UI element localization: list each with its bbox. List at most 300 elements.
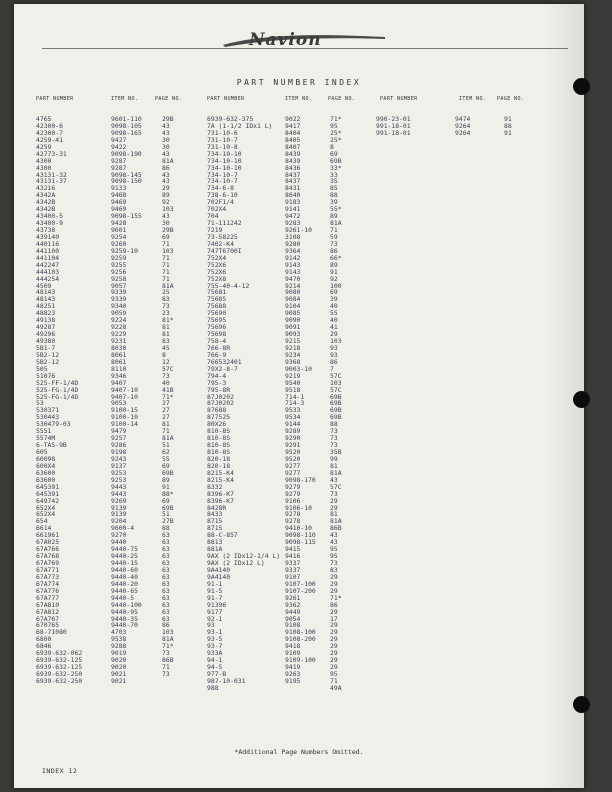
page-number-column-3 [504,116,512,137]
index-cell: 9108-100 [285,628,316,637]
index-cell: 9418 [285,642,301,651]
index-cell: 29 [330,330,338,339]
index-cell: 9100-10 [111,413,138,422]
index-cell: 9218 [285,343,301,352]
index-cell: 9020 [111,656,127,665]
index-cell: 69 [162,496,170,505]
index-cell: 62 [162,448,170,456]
index-cell: 69 [330,288,338,297]
document-page [14,4,584,788]
index-cell: 9440-15 [111,559,138,567]
index-cell: 25* [330,135,342,144]
index-cell: 9277 [285,461,301,470]
index-cell: 63 [162,600,170,609]
index-cell: 81A [330,517,342,526]
index-cell: 9139 [111,510,127,519]
index-cell: 48823 [36,309,56,318]
index-cell: 67A774 [36,579,60,588]
index-cell: 704 [207,212,219,221]
index-cell: 48143 [36,295,56,304]
index-cell: 4259 [36,142,52,151]
index-cell: 9231 [111,337,127,345]
index-cell: 25 [162,288,170,297]
index-cell: 661961 [36,531,60,540]
col-header-page-3: PAGE NO. [497,96,525,102]
index-cell: 67A769 [36,559,60,567]
index-cell: 645391 [36,482,60,491]
index-cell: 8030 [111,343,127,352]
index-cell: 9228 [111,323,127,332]
index-cell: 63 [162,565,170,574]
index-cell: 9098-155 [111,212,142,221]
index-cell: 9234 [285,350,301,359]
index-cell: 440116 [36,239,60,248]
index-cell: 73 [330,559,338,567]
index-cell: 8 [162,350,166,359]
index-cell: 9183 [285,198,301,207]
index-cell: 8405 [285,135,301,144]
index-cell: 63 [162,545,170,554]
index-cell: 7402-K4 [207,239,234,248]
index-cell: 5551 [36,427,52,436]
index-cell: 87688 [207,406,227,415]
col-header-item-3: ITEM NO. [459,96,487,102]
index-cell: 990-23-01 [376,115,411,123]
index-cell: 81A [162,281,174,290]
index-cell: 9279 [285,482,301,491]
index-cell: 66* [330,253,342,262]
index-cell: 49287 [36,323,56,332]
index-cell: 73 [330,239,338,248]
index-cell: 9440-20 [111,579,138,588]
index-cell: 30 [162,142,170,151]
index-cell: 91 [330,267,338,276]
index-cell: 7A (1-1/2 IDx1 L) [207,121,273,130]
index-cell: 752X6 [207,267,227,276]
index-cell: 86 [330,357,338,366]
index-cell: 39 [330,295,338,304]
index-cell: 9109-100 [285,656,316,665]
index-cell: 9133 [111,184,127,193]
index-cell: 33* [330,163,342,172]
index-cell: 9440-35 [111,614,138,623]
index-cell: 9440-65 [111,586,138,595]
index-cell: 9440-70 [111,621,138,630]
index-cell: 35B [330,448,342,456]
index-cell: 43131-32 [36,170,67,179]
index-cell: 8813 [207,538,223,547]
index-cell: 9479 [111,427,127,436]
index-cell: 67A810 [36,600,60,609]
index-cell: 9263 [285,670,301,678]
index-cell: 766-9 [207,350,227,359]
index-cell: 71 [162,253,170,262]
index-cell: 645391 [36,489,60,498]
item-number-column-1 [111,116,142,685]
index-cell: 9440-40 [111,572,138,581]
index-cell: 42300-6 [36,121,63,130]
index-cell: 43400-5 [36,212,63,221]
index-cell: 441104 [36,253,60,262]
index-cell: 9021 [111,670,127,678]
index-cell: 89 [330,212,338,221]
index-cell: 43 [162,212,170,221]
index-cell: 6-TAS-9B [36,441,67,450]
index-cell: 9A4140 [207,565,231,574]
index-cell: 71* [330,115,342,123]
index-cell: 71 [162,427,170,436]
index-cell: 57C [330,371,342,380]
footnote: *Additional Page Numbers Omitted. [234,748,364,756]
index-cell: 86 [330,246,338,255]
index-cell: 9407-10 [111,392,138,401]
index-cell: 530479-03 [36,420,71,429]
index-cell: 9291 [285,441,301,450]
index-cell: 63 [162,531,170,540]
index-cell: 731-10-7 [207,135,238,144]
index-cell: 441100 [36,246,60,255]
index-cell: 9143 [285,267,301,276]
index-cell: 6939-632-125 [36,656,83,665]
index-cell: 73 [330,489,338,498]
index-cell: 83 [330,565,338,574]
index-cell: 17 [330,614,338,623]
index-cell: 92 [162,198,170,207]
index-cell: 810-8S [207,434,231,443]
index-cell: 9259 [111,253,127,262]
index-cell: 81* [162,316,174,325]
index-cell: 877525 [207,413,231,422]
index-cell: 525-FG-1/4D [36,392,79,401]
index-cell: 9255 [111,260,127,269]
index-cell: 63 [162,552,170,561]
index-cell: 9204 [111,517,127,526]
index-cell: 734-10-10 [207,156,242,165]
index-cell: 57C [330,482,342,491]
index-cell: 9443 [111,482,127,491]
index-cell: 86 [162,163,170,172]
index-cell: 43 [330,531,338,540]
index-cell: 71 [330,676,338,685]
index-cell: 9469 [111,198,127,207]
header-rule [42,48,568,49]
index-cell: 63 [162,614,170,623]
index-cell: 30 [162,135,170,144]
index-cell: 33 [330,170,338,179]
index-cell: 69B [330,399,342,408]
index-cell: 67A025 [36,538,60,547]
part-number-column-3 [376,116,411,137]
index-cell: 4342B [36,198,56,207]
index-cell: 79X2-8-7 [207,364,238,373]
index-cell: 9337 [285,559,301,567]
index-cell: 8407 [285,142,301,151]
index-cell: 69B [330,413,342,422]
index-cell: 9106 [285,496,301,505]
index-cell: 8715 [207,524,223,533]
index-cell: 43 [162,121,170,130]
index-cell: 795-8R [207,385,231,394]
index-cell: 8396-K7 [207,489,234,498]
index-cell: 9533 [285,406,301,415]
index-cell: 9416 [285,552,301,561]
index-cell: 9090 [285,316,301,325]
index-cell: 6846 [36,642,52,651]
index-cell: 9415 [285,545,301,554]
index-cell: 9107-100 [285,579,316,588]
index-cell: 9440-60 [111,565,138,574]
index-cell: 103 [162,246,174,255]
index-cell: 600X4 [36,461,56,470]
index-cell: 525-FF-1/4D [36,378,79,387]
index-cell: 9091 [285,323,301,332]
index-cell: 9AX (2 IDx12-1/4 L) [207,552,281,561]
index-cell: 9259-10 [111,246,138,255]
index-cell: 86 [162,621,170,630]
index-cell: 93 [330,350,338,359]
index-cell: 734-10-10 [207,149,242,158]
index-cell: 103 [162,628,174,637]
index-cell: 75681 [207,288,227,297]
index-cell: 88 [162,524,170,533]
index-cell: 25* [330,128,342,137]
index-cell: 27 [162,399,170,408]
index-cell: 81A [162,635,174,644]
col-header-part-3: PART NUMBER [380,96,418,102]
index-cell: 67A766 [36,545,60,554]
index-cell: 6614 [36,524,52,533]
index-cell: 89 [162,475,170,484]
index-cell: 9407-10 [111,385,138,394]
index-cell: 42300-7 [36,128,63,137]
index-cell: 29 [162,184,170,193]
index-cell: 95 [330,121,338,130]
index-cell: 9601 [111,226,127,234]
index-cell: 88 [504,121,512,130]
index-cell: 9474 [455,115,471,123]
index-cell: 810-8S [207,427,231,436]
index-cell: 9468 [111,191,127,200]
index-cell: 9364 [285,246,301,255]
index-cell: 6939-632-250 [36,676,83,685]
page-title: PART NUMBER INDEX [236,78,362,87]
index-cell: 9440-5 [111,593,135,602]
col-header-page-2: PAGE NO. [328,96,356,102]
index-cell: 9107-200 [285,586,316,595]
index-cell: 9422 [111,142,127,151]
index-cell: 69 [162,461,170,470]
index-cell: 9100-14 [111,420,138,429]
index-cell: 9440 [111,538,127,547]
index-cell: 29 [330,663,338,672]
index-cell: 68-71080 [36,628,67,637]
index-cell: 881A [207,545,223,554]
index-cell: 820-18 [207,454,231,463]
index-cell: 9098-115 [285,538,316,547]
index-cell: 60098 [36,454,56,463]
index-cell: 9290 [285,434,301,443]
index-cell: 9264 [455,121,471,130]
index-cell: 4259-41 [36,135,63,144]
index-cell: 41 [330,323,338,332]
index-cell: 9085 [285,309,301,318]
index-cell: 9143 [285,260,301,269]
index-cell: 69B [330,406,342,415]
index-cell: 95 [330,545,338,554]
index-cell: 9098-110 [285,531,316,540]
index-cell: 9443 [111,489,127,498]
index-cell: 9340 [111,302,127,311]
index-cell: 9AX (2 IDx12 L) [207,559,265,567]
index-cell: 73 [330,434,338,443]
index-cell: 8061 [111,357,127,366]
index-cell: 29 [330,607,338,616]
index-cell: 9518 [285,385,301,394]
index-cell: 63 [162,586,170,595]
index-cell: 4300 [36,156,52,165]
index-cell: 43 [162,177,170,186]
index-cell: 9277 [285,468,301,477]
index-cell: 442247 [36,260,60,269]
index-cell: 6939-632-250 [36,670,83,678]
index-cell: 89 [162,191,170,200]
index-cell: 9003-10 [285,364,312,373]
index-cell: 55 [162,454,170,463]
index-cell: 86 [330,600,338,609]
index-cell: 9258 [111,274,127,283]
index-cell: 505 [36,364,48,373]
index-cell: 63600 [36,475,56,484]
index-cell: 42773-31 [36,149,67,158]
index-cell: 43 [330,538,338,547]
index-cell: 9224 [111,316,127,325]
index-cell: 5B1-7 [36,343,56,352]
index-cell: 8715 [207,517,223,526]
index-cell: 75688 [207,302,227,311]
index-cell: 4509 [36,281,52,290]
index-cell: 9264 [455,128,471,137]
index-cell: 9100-15 [111,406,138,415]
index-cell: 758-4 [207,337,227,345]
index-cell: 73 [162,371,170,380]
index-cell: 75696 [207,323,227,332]
index-cell: 81 [162,323,170,332]
col-header-page-1: PAGE NO. [155,96,183,102]
index-cell: 7219 [207,226,223,234]
index-cell: 83 [162,295,170,304]
index-cell: 988 [207,683,219,692]
index-cell: 9279 [285,489,301,498]
index-cell: 51076 [36,371,56,380]
index-cell: 4703 [111,628,127,637]
index-cell: 71 [162,267,170,276]
index-cell: 9108-200 [285,635,316,644]
part-number-column-1 [36,116,82,685]
index-cell: 91-1 [207,579,223,588]
index-cell: 81A [330,219,342,228]
index-cell: 810-8S [207,448,231,456]
index-cell: 29 [330,572,338,581]
index-cell: 9141 [285,205,301,214]
index-cell: 9057 [111,281,127,290]
index-cell: 766532401 [207,357,242,366]
index-cell: 9214 [285,281,301,290]
index-cell: 40 [330,302,338,311]
index-cell: 35 [330,177,338,186]
index-cell: 9288 [111,642,127,651]
index-cell: 734-10-10 [207,163,242,172]
index-cell: 12 [162,357,170,366]
index-cell: 9520 [285,448,301,456]
index-cell: 75685 [207,295,227,304]
index-cell: 9286 [111,441,127,450]
index-cell: 40 [162,378,170,387]
index-cell: 55* [330,205,342,214]
index-cell: 8404 [285,128,301,137]
index-cell: 444254 [36,274,60,283]
index-cell: 87J0202 [207,392,234,401]
index-cell: 652X4 [36,503,56,512]
index-cell: 702F1/4 [207,198,234,207]
index-cell: 9019 [111,649,127,658]
index-cell: 9059 [111,309,127,318]
index-cell: 91396 [207,600,227,609]
index-cell: 57C [162,364,174,373]
index-cell: 9053 [111,399,127,408]
index-cell: 93-5 [207,635,223,644]
index-cell: 39 [330,198,338,207]
index-cell: 88-C-857 [207,531,238,540]
index-cell: 67A812 [36,607,60,616]
index-cell: 8439 [285,156,301,165]
index-cell: 794-4 [207,371,227,380]
index-cell: 9109 [285,649,301,658]
index-cell: 73 [162,649,170,658]
index-cell: 29 [330,586,338,595]
index-cell: 9346 [111,371,127,380]
index-cell: 4300 [36,163,52,172]
index-cell: 75695 [207,316,227,325]
index-cell: 9419 [285,663,301,672]
index-cell: 40 [330,316,338,325]
index-cell: 43 [162,170,170,179]
index-cell: 85 [330,184,338,193]
index-cell: 752X6 [207,260,227,269]
index-cell: 53 [36,399,44,408]
index-cell: 747T6700I [207,246,242,255]
index-cell: 103 [330,378,342,387]
index-cell: 93-7 [207,642,223,651]
page-number-column-2 [330,116,342,692]
col-header-part-2: PART NUMBER [207,96,245,102]
index-cell: 9261 [285,593,301,602]
item-number-column-2 [285,116,316,685]
index-cell: 795-3 [207,378,227,387]
index-cell: 9254 [111,232,127,241]
index-cell: 8 [330,142,334,151]
index-cell: 63 [162,607,170,616]
index-cell: 9108 [285,621,301,630]
index-cell: 43400-9 [36,219,63,228]
index-cell: 9538 [111,635,127,644]
index-cell: 9449 [285,607,301,616]
index-cell: 9339 [111,288,127,297]
index-cell: 9472 [285,212,301,221]
index-cell: 45 [162,343,170,352]
index-cell: 6800 [36,635,52,644]
index-cell: 731-10-6 [207,128,238,137]
index-cell: 27 [162,406,170,415]
